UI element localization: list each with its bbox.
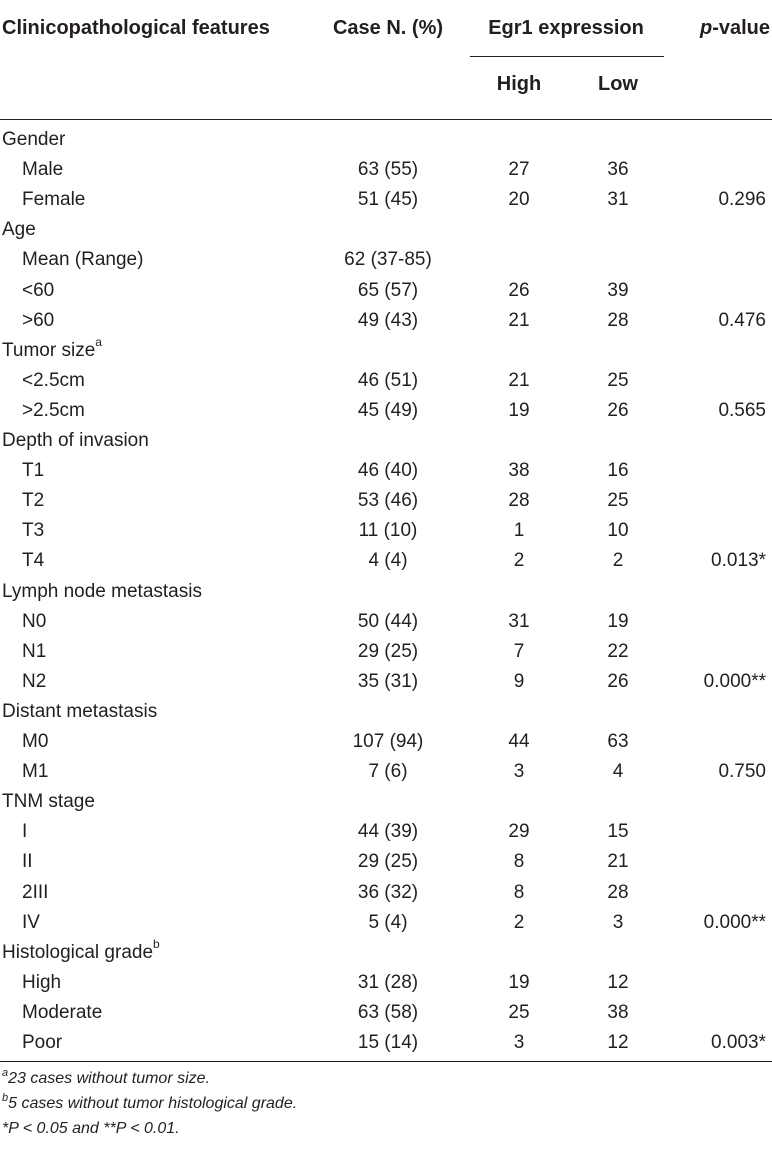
row-label: Gender — [2, 129, 66, 150]
high-cell: 2 — [513, 911, 525, 933]
low-cell: 26 — [607, 670, 629, 692]
category-row — [0, 938, 772, 968]
low-cell: 39 — [607, 279, 629, 301]
table-row — [0, 366, 772, 396]
footnote-marker: b — [153, 937, 160, 952]
low-cell: 28 — [607, 309, 629, 331]
row-label: I — [22, 821, 28, 843]
table-row — [0, 546, 772, 576]
high-cell: 21 — [508, 369, 530, 391]
row-label: Distant metastasis — [2, 700, 158, 722]
case-count-cell: 5 (4) — [368, 911, 408, 933]
case-count-cell: 36 (32) — [357, 881, 419, 903]
low-cell: 28 — [607, 881, 629, 903]
table-row — [0, 998, 772, 1028]
row-label: M0 — [22, 731, 49, 752]
low-cell: 19 — [607, 610, 629, 632]
row-label: <60 — [22, 279, 55, 301]
row-label: <2.5cm — [22, 369, 85, 391]
table-row — [0, 667, 772, 697]
high-cell: 2 — [513, 550, 525, 572]
low-cell: 25 — [607, 369, 629, 391]
case-count-cell: 65 (57) — [357, 279, 419, 301]
footnote-marker: a — [2, 1066, 9, 1079]
row-label: 2III — [22, 881, 49, 903]
row-label: Female — [22, 189, 86, 211]
footnote-marker: a — [95, 335, 102, 350]
row-label: TNM stage — [2, 791, 95, 813]
case-count-cell: 51 (45) — [357, 189, 419, 211]
case-count-cell: 62 (37-85) — [344, 249, 432, 271]
case-count-cell: 45 (49) — [357, 399, 419, 421]
row-label: Tumor size$^a$ — [2, 335, 102, 361]
low-cell: 21 — [607, 851, 629, 873]
table-row — [0, 155, 772, 185]
row-label: N0 — [22, 610, 47, 632]
table-row — [0, 276, 772, 306]
table-bottom-rule — [0, 1061, 772, 1062]
header-features: Clinicopathological features — [2, 17, 270, 39]
table-row — [0, 396, 772, 426]
category-row — [0, 787, 772, 817]
p-value-cell: 0.003* — [711, 1032, 766, 1053]
row-label: IV — [22, 911, 40, 933]
high-cell: 9 — [513, 670, 525, 692]
table-row — [0, 727, 772, 757]
case-count-cell: 29 (25) — [357, 851, 419, 873]
high-cell: 3 — [513, 761, 525, 783]
case-count-cell: 46 (40) — [357, 460, 419, 482]
case-count-cell: 44 (39) — [357, 821, 419, 843]
footnote-text: 5 cases without tumor histological grade. — [8, 1095, 298, 1113]
row-label: High — [22, 971, 62, 993]
header-bottom-rule — [0, 119, 772, 120]
header-p-italic: p — [699, 17, 713, 39]
case-count-cell: 29 (25) — [357, 640, 419, 662]
low-cell: 31 — [607, 189, 629, 211]
high-cell: 1 — [513, 520, 525, 542]
category-row — [0, 577, 772, 607]
row-label: M1 — [22, 761, 49, 783]
case-count-cell: 49 (43) — [357, 309, 419, 331]
row-label: N1 — [22, 640, 47, 662]
high-cell: 27 — [508, 159, 530, 181]
header-p-rest: -value — [712, 17, 770, 39]
header-case-count: Case N. (%) — [332, 17, 444, 39]
high-cell: 28 — [508, 490, 530, 512]
case-count-cell: 63 (55) — [357, 159, 419, 181]
row-label: >2.5cm — [22, 399, 85, 421]
case-count-cell: 107 (94) — [352, 731, 424, 752]
row-label: Age — [2, 219, 36, 241]
low-cell: 12 — [607, 971, 629, 993]
high-cell: 21 — [508, 309, 530, 331]
row-label: T2 — [22, 490, 45, 512]
case-count-cell: 53 (46) — [357, 490, 419, 512]
row-label: Moderate — [22, 1001, 103, 1023]
category-row — [0, 697, 772, 727]
low-cell: 12 — [607, 1032, 629, 1053]
category-row — [0, 215, 772, 245]
low-cell: 25 — [607, 490, 629, 512]
table-row — [0, 847, 772, 877]
case-count-cell: 31 (28) — [357, 971, 419, 993]
low-cell: 4 — [612, 761, 624, 783]
header-row-1 — [0, 0, 772, 56]
row-label: >60 — [22, 309, 55, 331]
header-row-2 — [0, 56, 772, 112]
case-count-cell: 35 (31) — [357, 670, 419, 692]
footnote — [2, 1092, 297, 1116]
low-cell: 38 — [607, 1001, 629, 1023]
low-cell: 15 — [607, 821, 629, 843]
row-label: T1 — [22, 460, 45, 482]
table-row — [0, 968, 772, 998]
high-cell: 8 — [513, 851, 525, 873]
row-label: Depth of invasion — [2, 430, 149, 451]
row-label: Male — [22, 159, 64, 181]
case-count-cell: 46 (51) — [357, 369, 419, 391]
table-row — [0, 486, 772, 516]
table-row — [0, 456, 772, 486]
table-row — [0, 185, 772, 215]
low-cell: 10 — [607, 520, 629, 542]
table-row — [0, 245, 772, 275]
low-cell: 63 — [607, 731, 629, 752]
low-cell: 16 — [607, 460, 629, 482]
footnote — [2, 1117, 180, 1141]
category-row — [0, 336, 772, 366]
row-label: II — [22, 851, 33, 873]
case-count-cell: 7 (6) — [368, 761, 408, 783]
footnote — [2, 1067, 210, 1091]
row-label: Lymph node metastasis — [2, 580, 202, 602]
footnote-text: *P < 0.05 and **P < 0.01. — [2, 1120, 180, 1138]
case-count-cell: 50 (44) — [357, 610, 419, 632]
high-cell: 29 — [508, 821, 530, 843]
case-count-cell: 63 (58) — [357, 1001, 419, 1023]
table-row — [0, 637, 772, 667]
footnote-marker: b — [2, 1091, 9, 1104]
header-p-value — [680, 0, 770, 56]
row-label: Mean (Range) — [22, 249, 144, 271]
row-label: T4 — [22, 550, 45, 572]
high-cell: 25 — [508, 1001, 530, 1023]
high-cell: 44 — [508, 731, 530, 752]
footnote-text: 23 cases without tumor size. — [8, 1070, 210, 1088]
high-cell: 8 — [513, 881, 525, 903]
p-value-cell: 0.296 — [718, 189, 766, 211]
low-cell: 26 — [607, 399, 629, 421]
high-cell: 26 — [508, 279, 530, 301]
low-cell: 22 — [607, 640, 629, 662]
table-row — [0, 908, 772, 938]
row-label: Histological grade$^b$ — [2, 937, 160, 963]
high-cell: 31 — [508, 610, 530, 632]
high-cell: 19 — [508, 399, 530, 421]
high-cell: 3 — [513, 1032, 525, 1053]
header-low: Low — [598, 73, 638, 95]
high-cell: 38 — [508, 460, 530, 482]
table-row — [0, 757, 772, 787]
low-cell: 36 — [607, 159, 629, 181]
table-row — [0, 516, 772, 546]
high-cell: 7 — [513, 640, 525, 662]
row-label: Poor — [22, 1032, 63, 1053]
case-count-cell: 15 (14) — [357, 1032, 419, 1053]
table-row — [0, 1028, 772, 1058]
p-value-cell: 0.750 — [718, 761, 766, 783]
low-cell: 3 — [612, 911, 624, 933]
p-value-cell: 0.013* — [711, 550, 766, 572]
table-row — [0, 306, 772, 336]
high-cell: 20 — [508, 189, 530, 211]
p-value-cell: 0.565 — [718, 399, 766, 421]
row-label: N2 — [22, 670, 47, 692]
category-row — [0, 426, 772, 456]
case-count-cell: 11 (10) — [358, 520, 418, 542]
low-cell: 2 — [612, 550, 624, 572]
p-value-cell: 0.000** — [703, 670, 766, 692]
case-count-cell: 4 (4) — [368, 550, 408, 572]
header-high: High — [496, 73, 542, 95]
high-cell: 19 — [508, 971, 530, 993]
table-row — [0, 878, 772, 908]
p-value-cell: 0.000** — [703, 911, 766, 933]
category-row — [0, 125, 772, 155]
table-row — [0, 607, 772, 637]
header-egr1-expression: Egr1 expression — [488, 17, 644, 39]
p-value-cell: 0.476 — [718, 309, 766, 331]
table-row — [0, 817, 772, 847]
row-label: T3 — [22, 520, 45, 542]
